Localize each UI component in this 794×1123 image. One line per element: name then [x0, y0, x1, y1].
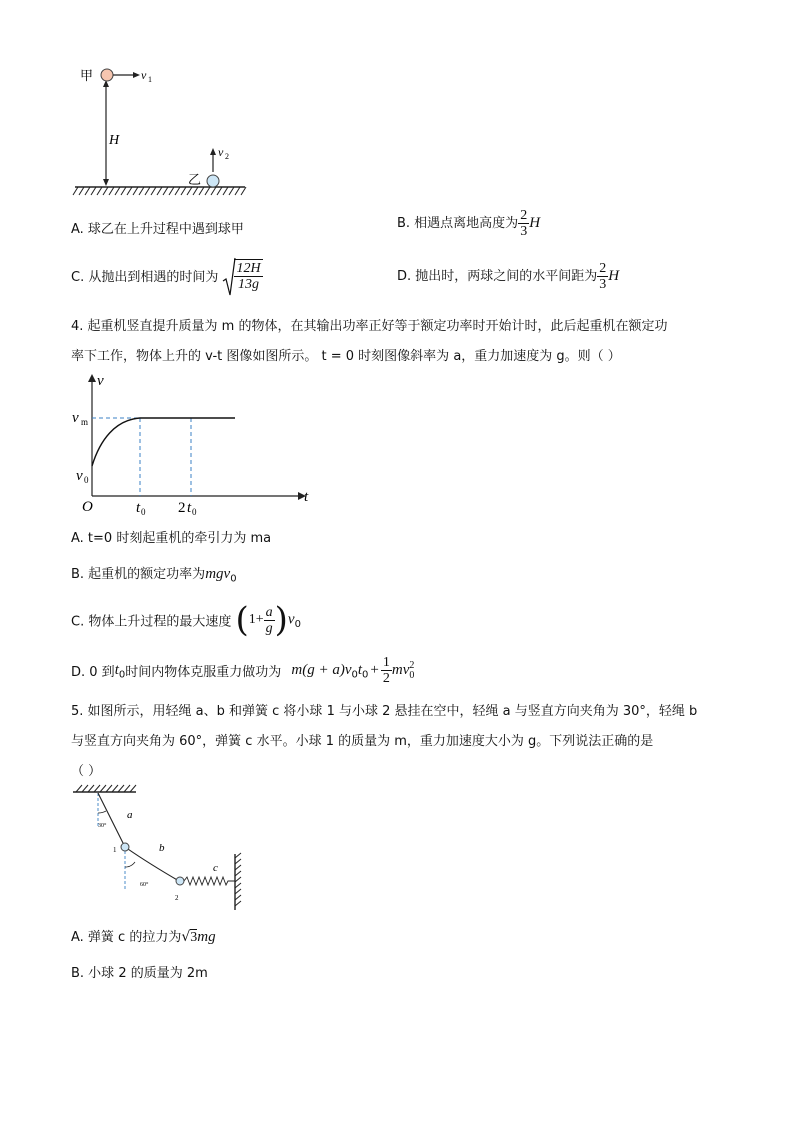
label-v1: v [141, 68, 147, 82]
label-v2: v [218, 145, 224, 159]
q3-option-a: A. 球乙在上升过程中遇到球甲 [71, 222, 244, 237]
label-yi: 乙 [188, 172, 202, 187]
q3-c-num: 12H [236, 261, 261, 276]
q4-stem [71, 312, 731, 372]
axis-v-label: v [97, 373, 104, 389]
axis-t-label: t [304, 489, 309, 505]
q3-option-b [397, 208, 540, 239]
sqrt-sign-icon [222, 257, 236, 297]
q5-option-a-text: A. 弹簧 c 的拉力为 [71, 930, 182, 945]
q5-stem-line3: （ ） [71, 764, 102, 779]
q5-stem [71, 697, 731, 787]
label-v2-sub: 2 [225, 152, 229, 161]
q5-a-rad: 3 [190, 930, 198, 945]
q4-d-mid: 时间内物体克服重力做功为 [125, 665, 282, 680]
q4-b-sub: 0 [230, 573, 237, 585]
q4-d-expr: m(g + a)v [291, 662, 352, 678]
q4-c-v: v [287, 611, 295, 628]
q3-option-d [397, 261, 619, 292]
q4-d-expr-t: t [357, 662, 363, 678]
q3-b-num: 2 [520, 208, 528, 223]
q4-d-den: 2 [382, 671, 390, 686]
q3-option-c-text: C. 从抛出到相遇的时间为 [71, 270, 219, 285]
q4-option-b-text: B. 起重机的额定功率为 [71, 567, 206, 582]
q4-d-tail-sup: 2 [409, 659, 415, 671]
rope-a-label: a [127, 809, 133, 821]
q4-d-t: t [114, 662, 119, 678]
q3-d-num: 2 [599, 261, 607, 276]
vt-graph [70, 370, 320, 518]
angle-60-label: 60° [140, 882, 149, 888]
ball-2-label: 2 [175, 894, 179, 902]
suspension-figure [68, 783, 248, 915]
projectile-figure [70, 60, 260, 200]
q5-option-b: B. 小球 2 的质量为 2m [71, 966, 208, 981]
q4-option-d-text: D. 0 到 [71, 665, 115, 680]
q4-stem-line2: 率下工作，物体上升的 v-t 图像如图所示。 t = 0 时刻图像斜率为 a，重力加速度为 g。则（ ） [71, 349, 621, 364]
v0-sub: 0 [84, 475, 89, 485]
q4-d-expr-sub2: 0 [362, 669, 369, 681]
q4-option-a: A. t=0 时刻起重机的牵引力为 ma [71, 531, 272, 546]
spring-c-label: c [213, 862, 218, 874]
q4-c-one: 1+ [248, 612, 264, 627]
t0-sub: 0 [141, 507, 146, 517]
q5-stem-line2: 与竖直方向夹角为 60°，弹簧 c 水平。小球 1 的质量为 m，重力加速度大小为 g。下列说法正确的是 [71, 734, 654, 749]
t2-label: t [187, 500, 192, 516]
q3-option-d-text: D. 抛出时，两球之间的水平间距为 [397, 269, 598, 284]
sqrt-icon: √ [181, 929, 191, 945]
ball-1-label: 1 [113, 846, 117, 854]
t2-coef: 2 [178, 500, 186, 516]
q4-b-expr: mgv [205, 566, 231, 582]
q3-option-b-text: B. 相遇点离地高度为 [397, 216, 519, 231]
q3-d-den: 3 [599, 277, 607, 292]
label-jia: 甲 [80, 68, 94, 83]
q3-b-var: H [529, 215, 541, 231]
q4-c-den: g [265, 620, 273, 636]
q5-a-tail: mg [197, 929, 216, 945]
q4-d-plus: + [370, 662, 379, 678]
q4-option-d [71, 655, 414, 686]
t2-sub: 0 [192, 507, 197, 517]
q4-d-t-sub: 0 [118, 669, 126, 681]
q3-b-den: 3 [520, 224, 528, 239]
q4-c-num: a [265, 604, 273, 620]
q5-stem-line1: 5. 如图所示，用轻绳 a、b 和弹簧 c 将小球 1 与小球 2 悬挂在空中，轻绳 a 与竖直方向夹角为 30°，轻绳 b [71, 704, 698, 719]
q4-d-num: 1 [382, 655, 390, 670]
label-H: H [109, 133, 120, 148]
t0-label: t [136, 500, 141, 516]
q4-d-tail: mv [391, 662, 410, 678]
q4-option-c: C. 物体上升过程的最大速度 (1+ $\frac{a}{g}$ )$v_0$ [71, 600, 301, 640]
q3-c-den: 13g [238, 277, 260, 292]
label-v1-sub: 1 [148, 75, 152, 84]
q4-option-b [71, 563, 237, 585]
q3-option-c [71, 259, 263, 292]
angle-30-label: 30° [98, 823, 107, 829]
origin-label: O [82, 499, 93, 515]
rope-b-label: b [159, 842, 165, 854]
q4-d-tail-sub: 0 [409, 669, 415, 681]
vm-label: v [72, 410, 79, 426]
q4-stem-line1: 4. 起重机竖直提升质量为 m 的物体，在其输出功率正好等于额定功率时开始计时，此后起重机在额定功 [71, 319, 668, 334]
vm-sub: m [81, 417, 89, 427]
q4-c-sub: 0 [294, 619, 301, 631]
v0-label: v [76, 468, 83, 484]
q4-d-expr-sub1: 0 [351, 669, 358, 681]
q4-option-c-text: C. 物体上升过程的最大速度 [71, 614, 232, 630]
q3-d-var: H [608, 268, 620, 284]
q5-option-a [71, 926, 216, 946]
